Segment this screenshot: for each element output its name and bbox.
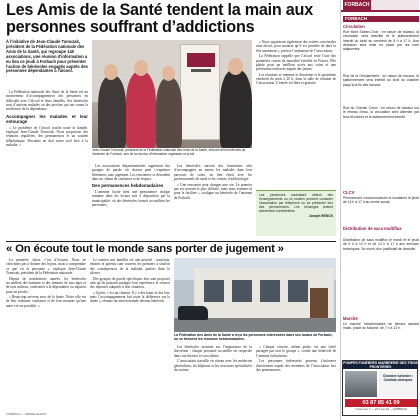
person [126,72,156,148]
paragraph: Les bénévoles insistent sur l’importance de la discrétion : chaque personne accueillie est respectée dans son histoire et son rythme. [174,345,252,358]
article-column-5 [6,258,86,408]
article-column-7 [174,345,252,408]
article-lede: À l’initiative de Jean-Claude Tomczak, président de la Fédération nationale des Amis de la Santé, qui regroupe 140 associations, une réunion d’information a eu lieu ce jeudi à Forbach pour présenter l’action de bénévoles engagés auprès des personnes dépendantes à l’alcool. [6,39,88,74]
person-head [228,58,243,75]
paragraph: « Beaucoup arrivent avec de la honte. Notre rôle est de leur redonner confiance et de leur montrer qu’une autre vie est possible. » [6,295,86,308]
photo-caption: La Fédération des Amis de la Santé a reçu les personnes intéressées dans ses locaux de Forbach, où se tiennent les réunions hebdomadaires. [174,333,333,342]
ad-info-panel [379,371,417,397]
sidebar-heading: FORBACH [343,16,419,22]
article-column-1 [6,90,88,238]
page-footer: FORBACH — MOSELLE-EST [6,412,47,416]
paragraph: L’antenne locale tient une permanence chaque semaine dans les locaux mis à disposition par la municipalité, où des bénévoles formés accueillent les personnes. [92,190,170,208]
sidebar-text: Rue de la Gendarmerie : en raison de travaux, le stationnement sera interdit au droit du chantier jusqu’à la fin des travaux. [343,74,419,87]
photo-caption: Jean-Claude Tomczak, président de la Fédération nationale des Amis de la Santé, entouré des bénévoles de l’antenne de Forbach, lors de la réunion d’information organisée ce jeudi. [92,148,246,156]
section-rule [341,10,420,12]
sidebar-section-title: Distribution de sacs multiflux [343,226,402,231]
logo-wordmark [191,69,211,72]
person [156,78,182,148]
building-window [288,280,308,302]
section-tab-extension [371,0,419,10]
person [98,76,126,148]
article-column-3 [174,164,252,238]
paragraph: Des groupes de parole spécifiques leur sont proposés afin qu’ils puissent partager leur expérience et trouver des réponses adaptées à leur situation. [90,276,170,290]
sidebar-section-title: CLCV [343,190,355,195]
sidebar-text: Rue Mont Sainte-Croix : en raison de travaux, la circulation sera interdite et le stationnement interdit du lundi au vendredi de 8 h à 17 h. Une déviation sera mise en place par les rues adjacentes. [343,30,419,51]
building-window [260,280,280,302]
paragraph: Les personnes intéressées peuvent s’informer directement auprès des membres de l’association lors des permanences. [256,359,336,372]
paragraph: « Une rencontre peut changer une vie. Le premier pas est souvent le plus difficile, mais nous sommes là pour le faciliter », souligne un bénévole de l’antenne de Forbach. [174,182,252,200]
paragraph: La Fédération rappelle que l’alcool reste l’une des premières causes de mortalité évitable en France. Elle plaide pour un meilleur accès aux soins et une prévention renforcée auprès des jeunes. [256,54,336,72]
sidebar-text: Permanence consommateurs et locataires le jeudi de 14 h à 17 h au centre social. [343,196,419,205]
ad-photo [345,371,377,397]
person [220,70,252,148]
paragraph: Le soutien aux familles est une priorité : conjoints, enfants et parents sont souvent les premiers à souffrir des conséquences de la maladie, parfois dans le silence. [90,258,170,276]
author-signature: Joseph RENCK [308,214,333,219]
paragraph: Les bénévoles suivent des formations afin d’accompagner au mieux les malades dans leur parcours de soins, en lien étroit avec les professionnels de santé et les centres d’addictologie. [174,164,252,182]
ad-header: POMPES FUNÈBRES MARBRERIE DES TROIS FRONTIÈRES [343,361,418,370]
paragraph: La Fédération nationale des Amis de la Santé est un mouvement d’accompagnement des personnes en difficulté avec l’alcool et leurs familles. Ses bénévoles sont d’anciens malades ou des proches qui ont connu la souffrance de la dépendance. [6,90,88,112]
paragraph: Depuis de nombreuses années, les bénévoles accueillent des hommes et des femmes de tous âges et de tous milieux, confrontés à la dépendance ou inquiets pour un proche. [6,276,86,294]
person-head [162,66,175,81]
local-news-sidebar [340,0,420,420]
paragraph: « Chaque victoire, même petite, est une fierté partagée par tout le groupe », confie une bénévole de l’antenne forbachoise. [256,345,336,358]
info-box [256,190,336,236]
article-column-4 [256,40,336,188]
article-column-8 [256,345,336,408]
sidebar-text: Rue du Chemin Creux : en raison de travaux sur le réseau d’eau, la circulation sera alternée par feux tricolores et le stationnement interdit. [343,106,419,119]
ad-services: Chambre funéraire • Contrats obsèques [382,374,414,382]
paragraph: « Nous organisons également des soirées conviviales sans alcool, pour montrer qu’il est possible de faire la fête autrement », précise l’animateur de l’association. [256,40,336,53]
ad-phone-number[interactable]: 03 87 85 41 09 [345,399,417,407]
article-photo-group [92,40,252,148]
building-photo [174,258,336,332]
paragraph: Les réunions se tiennent le deuxième et le quatrième vendredi du mois à 20 h, dans la salle de réunion de l’association. L’entrée est libre et gratuite. [256,72,336,86]
building-window [232,280,252,302]
info-box-text: Les personnes souhaitant obtenir des renseignements ou un soutien peuvent contacter l’association par téléphone ou se présenter lors des permanences. Les échanges restent strictement confidentiels. [259,193,333,214]
article-column-2 [92,164,170,238]
funeral-advertisement[interactable] [342,360,418,416]
paragraph: La première chose, c’est d’écouter. Nous ne cherchons pas à donner des leçons, mais à comprendre ce que vit la personne », explique Jean-Claude Tomczak, président de la Fédération nationale. [6,258,86,276]
sidebar-section-title: Marché [343,316,358,321]
headline: Les Amis de la Santé tendent la main aux personnes souffrant d’addictions [6,1,313,36]
paragraph: « Guérir, c’est un chemin. Il y a des hauts et des bas, mais l’accompagnement fait toute la différence sur la durée », résume un ancien malade devenu bénévole. [90,290,170,304]
article-subhead: Accompagner les malades et leur entourage [6,113,88,124]
sidebar-text: Distribution de sacs multiflux le mardi et le jeudi de 9 h à 12 h et de 14 h à 17 h aux services techniques. Se munir d’un justificatif de domicile. [343,238,419,251]
paragraph: « Le problème de l’alcool touche toute la famille, explique Jean-Claude Tomczak. Nous proposons des réunions régulières, des permanences et un soutien téléphonique. Personne ne doit rester seul face à la maladie. » [6,125,88,147]
building-window [204,280,224,302]
building-door [310,288,328,318]
parked-car [178,306,208,320]
article-subhead: Des permanences hebdomadaires [92,183,164,189]
person-head [104,64,118,80]
association-logo [187,53,215,67]
paragraph: L’association travaille en réseau avec les médecins généralistes, les hôpitaux et les structures spécialisées du secteur. [174,359,252,372]
pull-quote-headline: « On écoute tout le monde sans porter de jugement » [6,241,336,256]
rollup-banner [180,44,220,140]
section-tab: FORBACH [344,2,370,8]
sidebar-text: Le marché hebdomadaire se tiendra samedi matin, place du Marché, de 7 h à 13 h. [343,322,419,331]
person-head [134,60,148,76]
ad-footer: 7 jours sur 7 — 24 h sur 24 — FORBACH [355,407,407,411]
sidebar-section-title: Circulation [343,24,365,29]
article-column-6 [90,258,170,408]
paragraph: Les associations départementales organisent des groupes de parole où chacun peut s’exprimer librement, sans jugement. Les rencontres se déroulent dans un climat de confiance et de respect. [92,164,170,182]
photo-road [174,318,336,332]
